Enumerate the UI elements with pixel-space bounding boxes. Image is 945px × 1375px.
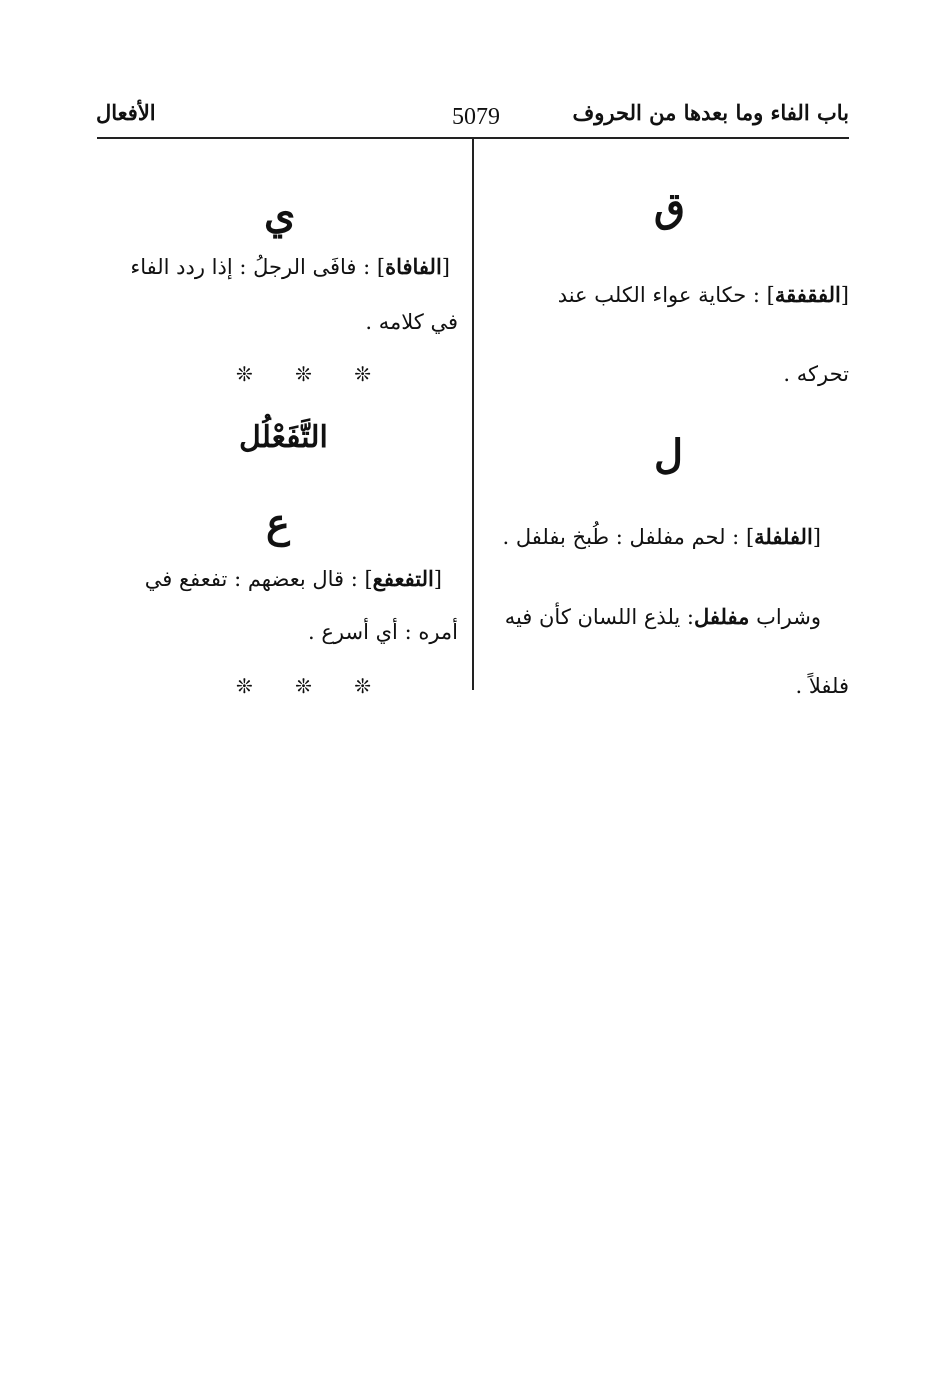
entry-faqfaqa-line-2: تحركه .: [783, 362, 849, 386]
entry-fafa-text: : فافَى الرجلُ : إذا ردد الفاء: [130, 255, 371, 279]
entry-mufalfal-prefix: وشراب: [756, 605, 821, 629]
entry-tafaffu-line-1: [التفعفع] : قال بعضهم : تفعفع في: [144, 566, 442, 591]
letter-heading-lam: ل: [654, 431, 684, 478]
entry-fafa-line-1: [الفافاة] : فافَى الرجلُ : إذا ردد الفاء: [130, 254, 450, 279]
entry-mufalfal-text: : يلذع اللسان كأن فيه: [504, 605, 695, 629]
letter-heading-ain: ع: [266, 500, 290, 547]
section-title-tafalul: التَّفَعْلُل: [239, 420, 328, 455]
entry-mufalfal-line-2: فلفلاً .: [795, 674, 849, 698]
entry-faqfaqa-line-1: [الفقفقة] : حكاية عواء الكلب عند: [557, 282, 849, 307]
entry-tafaffu-head: التفعفع: [372, 566, 434, 591]
entry-falfala-line-1: [الفلفلة] : لحم مفلفل : طُبخ بفلفل .: [502, 524, 821, 549]
entry-fafa-head: الفافاة: [385, 254, 442, 279]
entry-falfala-head: الفلفلة: [754, 524, 813, 549]
entry-faqfaqa-text: : حكاية عواء الكلب عند: [557, 283, 760, 307]
letter-heading-qaf: ق: [654, 184, 686, 231]
entry-mufalfal-head: مفلفل: [694, 604, 750, 629]
entry-faqfaqa-head: الفقفقة: [774, 282, 841, 307]
entry-mufalfal-line-1: [505, 606, 821, 628]
column-divider: [472, 139, 474, 690]
entry-tafaffu-text: : قال بعضهم : تفعفع في: [144, 567, 358, 591]
entry-fafa-line-2: في كلامه .: [365, 310, 458, 334]
section-separator-stars: ❊ ❊ ❊: [236, 362, 389, 386]
entry-tafaffu-line-2: أمره : أي أسرع .: [308, 620, 458, 644]
letter-heading-ya: ي: [264, 191, 296, 238]
running-header-chapter: باب الفاء وما بعدها من الحروف: [572, 100, 849, 125]
page-number: 5079: [452, 104, 500, 130]
running-header-section: الأفعال: [96, 100, 156, 125]
entry-falfala-text: : لحم مفلفل : طُبخ بفلفل .: [502, 525, 740, 549]
section-separator-stars-end: ❊ ❊ ❊: [236, 674, 389, 698]
